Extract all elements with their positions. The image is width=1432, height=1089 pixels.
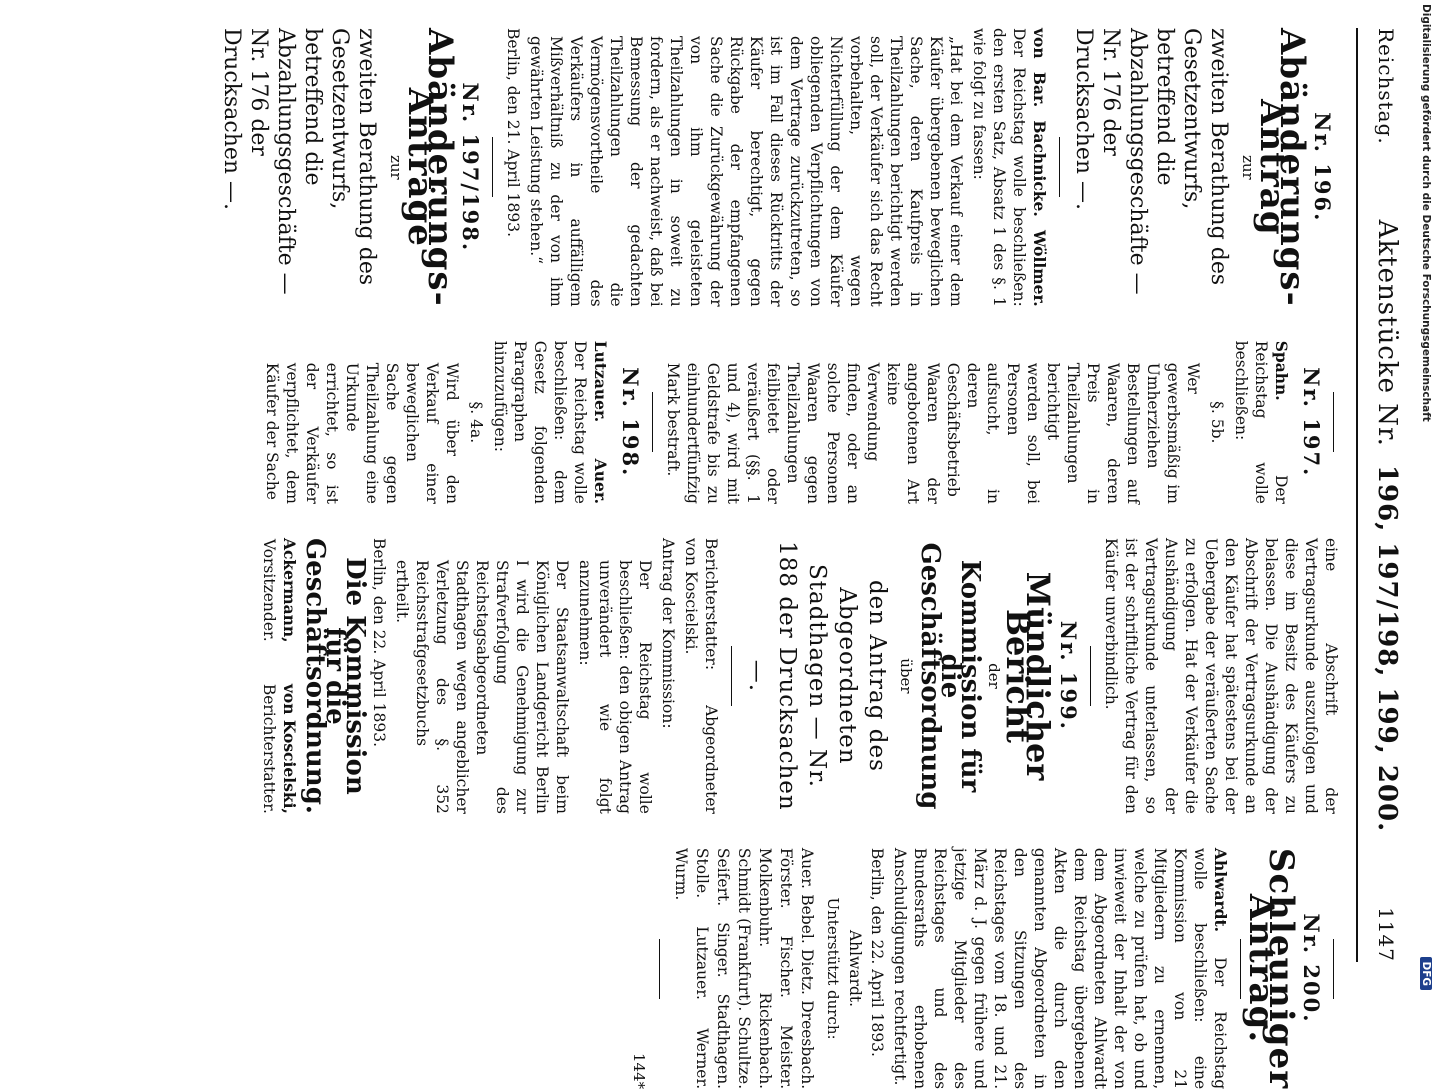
divider xyxy=(1333,392,1334,452)
motion-text-197: Wer gewerbsmäßig im Umherziehen Bestellungen auf Waaren, deren Preis in Theilzahlungen berichtigt werden soll, bei Personen aufsucht, in deren Geschäftsbetrieb Waaren der angebotenen Art keine Verwendung finden, oder an solche Personen Waaren gegen Theilzahlungen feilbietet oder veräußert (§§. 1 und 4), wird mit Geldstrafe bis zu einhundertfünfzig Mark bestraft. xyxy=(664,362,1202,504)
divider xyxy=(1059,137,1060,197)
zur-label: zur xyxy=(1239,154,1257,180)
section-number-197-198: Nr. 197/198. xyxy=(458,82,483,253)
motion-intro: Der Reichstag wolle beschließen: dem Gesetz folgenden Paragraphen hinzuzufügen: xyxy=(491,340,589,504)
motion-intro: Der Reichstag wolle beschließen: den ersten Satz, Absatz 1 des §. 1 wie folgt zu fassen: xyxy=(970,28,1028,307)
running-header xyxy=(1356,28,1402,962)
motion-intro: Der Reichstag wolle beschließen: xyxy=(1232,340,1290,504)
motion-text-198: Wird über den Verkauf einer beweglichen Sache gegen Theilzahlung eine Urkunde errichtet, so ist der Verkäufer verpflichtet, dem Käufer der Sache xyxy=(263,362,461,504)
mover-197 xyxy=(1231,341,1291,504)
digitization-stamp xyxy=(1420,4,1432,996)
supported-by-label: Unterstützt durch: xyxy=(824,897,842,1040)
supporters-list: Auer. Bebel. Dietz. Dreesbach. Förster. Fischer. Meister. Molkenbuhr. Rickenbach. Schmidt (Frankfurt). Schultze. Seifert. Singer. Stadthagen. Stolle. Lutzauer. Werner. Wurm. xyxy=(672,847,816,1089)
rapporteur: Berichterstatter: Abgeordneter von Koscielski. xyxy=(682,537,720,814)
zur-label-2: zur xyxy=(387,154,405,180)
document-page xyxy=(10,0,1410,1089)
commission-name: Kommission für die Geschäftsordnung xyxy=(915,542,985,810)
section-title-199: Mündlicher Bericht xyxy=(999,571,1057,781)
header-left: Reichstag. xyxy=(1374,28,1398,145)
column-2 xyxy=(210,341,1344,504)
commission-signature: Die Kommission für die Geschäftsordnung. xyxy=(300,537,370,814)
divider xyxy=(492,137,493,197)
section-title-196: Abänderungs-Antrag xyxy=(1252,28,1312,307)
date-200: Berlin, den 22. April 1893. xyxy=(868,847,886,1057)
mover-names: von Bar. Bachnicke. Wöllmer. xyxy=(1030,28,1049,307)
column-1 xyxy=(210,28,1344,307)
mover-200 xyxy=(890,848,1230,1089)
continued-text: eine Abschrift der Vertragsurkunde auszufolgen und diese im Besitz des Käufers zu belassen. Die Aushändigung der Abschrift der Vertragsurkunde an den Käufer hat spätestens bei der Uebergabe der veräußerten Sache zu erfolgen. Hat der Verkäufer die Aushändigung der Vertragsurkunde unterlassen, so ist der schriftliche Vertrag für den Käufer unverbindlich. xyxy=(1102,537,1340,814)
signer-200: Ahlwardt. xyxy=(846,929,864,1008)
mover-name: Spahn. xyxy=(1272,340,1291,401)
page-number: 1147 xyxy=(1374,907,1398,962)
mover-198 xyxy=(490,341,610,504)
rapporteur-role: Berichterstatter. xyxy=(260,683,278,814)
mover-names: Lutzauer. Auer. xyxy=(591,340,610,504)
resolution-text-199: Der Staatsanwaltschaft beim Königlichen Landgericht Berlin I wird die Genehmigung zur Strafverfolgung des Reichstagsabgeordneten Stadthagen wegen angeblicher Verletzung des §. 352 Reichsstrafgesetzbuchs ertheilt. xyxy=(393,559,571,814)
divider xyxy=(1333,939,1334,999)
section-subject-196: zweiten Berathung des Gesetzentwurfs, betreffend die Abzahlungsgeschäfte — Nr. 176 der Drucksachen —. xyxy=(1071,28,1231,295)
section-subject-197-198: zweiten Berathung des Gesetzentwurfs, betreffend die Abzahlungsgeschäfte — Nr. 176 der Drucksachen —. xyxy=(219,28,379,295)
paragraph-sign: §. 4a. xyxy=(467,401,485,444)
section-number-198: Nr. 198. xyxy=(618,367,643,478)
motion-quote-196: „Hat bei dem Verkauf einer dem Käufer übergebenen beweglichen Sache, deren Kaufpreis in Theilzahlungen berichtigt werden soll, der Verkäufer sich das Recht vorbehalten, wegen Nichterfüllung der dem Käufer obliegenden Verpflichtungen von dem Vertrage zurückzutreten, so ist im Fall dieses Rücktritts der Käufer berechtigt, gegen Rückgabe der empfangenen Sache die Zurückgewährung der von ihm geleisteten Theilzahlungen in soweit zu fordern, als er nachweist, daß bei Bemessung der gedachten Theilzahlungen die Vermögensvortheile des Verkäufers in auffälligem Mißverhältniß zu der von ihm gewährten Leistung stehen.“ xyxy=(527,36,965,307)
der-label: der xyxy=(985,663,1003,689)
column-4 xyxy=(210,848,1344,1089)
digitization-sidebar xyxy=(1412,0,1432,1000)
divider xyxy=(1090,646,1091,706)
mover-196 xyxy=(969,28,1049,307)
commission-motion-label: Antrag der Kommission: xyxy=(659,537,677,729)
digitization-note: Digitalisierung gefördert durch die Deutsche Forschungsgemeinschaft xyxy=(1420,4,1432,422)
date-196: Berlin, den 21. April 1893. xyxy=(504,28,522,238)
divider xyxy=(659,939,660,999)
section-number-200: Nr. 200. xyxy=(1299,913,1324,1024)
section-number-197: Nr. 197. xyxy=(1299,367,1324,478)
text-columns xyxy=(210,28,1344,1089)
signature-rapporteur xyxy=(259,684,299,814)
date-199: Berlin, den 22. April 1893. xyxy=(370,537,388,748)
resolution-intro: Der Reichstag wolle beschließen: den obigen Antrag unverändert wie folgt anzunehmen: xyxy=(576,559,654,814)
section-title-197-198: Abänderungs-Anträge xyxy=(400,28,460,307)
mover-name: Ahlwardt. xyxy=(1211,847,1230,933)
rapporteur-name: von Koscielski, xyxy=(280,683,299,814)
divider xyxy=(652,392,653,452)
header-center xyxy=(1372,220,1402,833)
motion-reference: den Antrag des Abgeordneten Stadthagen — Nr. 188 der Drucksachen —. xyxy=(744,541,890,811)
signature-row xyxy=(259,538,299,814)
header-numbers: 196, 197/198, 199, 200. xyxy=(1372,464,1402,833)
dfg-logo: DFG xyxy=(1420,957,1432,990)
paragraph-sign: §. 5b. xyxy=(1208,401,1226,444)
motion-text-200: Der Reichstag wolle beschließen: eine Kommission von 21 Mitgliedern zu ernennen, welche zu prüfen hat, ob und inwieweit der Inhalt der von dem Abgeordneten Ahlwardt dem Reichstag übergebenen Akten die durch den genannten Abgeordneten in den Sitzungen des Reichstages vom 18. und 21. März d. J. gegen frühere und jetzige Mitglieder des Reichstages und des Bundesraths erhobenen Anschuldigungen rechtfertigt. xyxy=(891,847,1229,1089)
signature-chair xyxy=(259,538,299,643)
divider xyxy=(731,646,732,706)
column-3 xyxy=(210,538,1344,814)
sheet-marker: 144* xyxy=(630,1052,648,1089)
section-number-199: Nr. 199. xyxy=(1056,620,1081,731)
chair-name: Ackermann, xyxy=(280,537,299,643)
section-number-196: Nr. 196. xyxy=(1310,112,1335,223)
chair-role: Vorsitzender. xyxy=(260,538,278,642)
header-center-label: Aktenstücke Nr. xyxy=(1372,219,1402,447)
ueber-label: über xyxy=(897,658,915,694)
section-title-200: Schleuniger Antrag. xyxy=(1241,847,1301,1089)
